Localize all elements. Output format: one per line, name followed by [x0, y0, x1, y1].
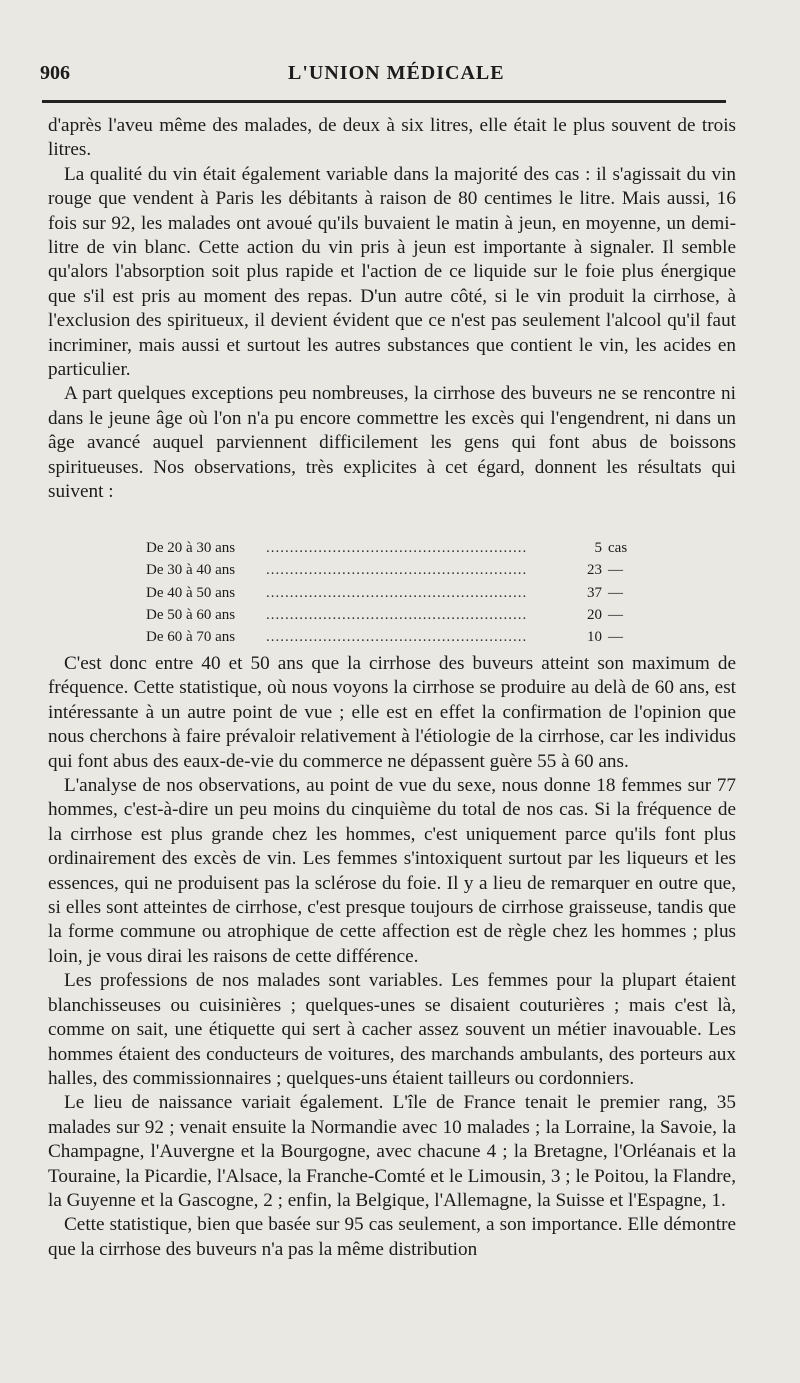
count-unit: — [608, 606, 623, 623]
count-unit: — [608, 584, 623, 601]
paragraph: Cette statistique, bien que basée sur 95 cas seulement, a son importance. Elle démontre que la cirrhose des buveurs n'a pas la même distribution [48, 1214, 736, 1260]
paragraph: A part quelques exceptions peu nombreuses, la cirrhose des buveurs ne se rencontre ni dans le jeune âge où l'on n'a pu encore commettre les excès qui l'engendrent, ni dans un âge avancé auquel parviennent difficilement les gens qui font abus de boissons spiritueuses. Nos observations, très explicites à cet égard, donnent les résultats qui suivent : [48, 383, 736, 503]
body-text-top [48, 114, 736, 505]
table-row [146, 604, 634, 626]
paragraph: d'après l'aveu même des malades, de deux à six litres, elle était le plus souvent de trois litres. [48, 115, 736, 161]
running-title: L'UNION MÉDICALE [288, 62, 505, 84]
age-range: De 40 à 50 ans [146, 584, 236, 601]
count-unit: cas [608, 540, 628, 556]
age-range: De 20 à 30 ans [146, 540, 236, 556]
table-row [146, 582, 634, 604]
body-text-bottom [48, 652, 736, 1262]
paragraph: Le lieu de naissance variait également. L'île de France tenait le premier rang, 35 malades sur 92 ; venait ensuite la Normandie avec 10 malades ; la Lorraine, la Savoie, la Champagne, l'Auvergne et la Bourgogne, avec chacune 4 ; la Bretagne, l'Orléanais et la Touraine, la Picardie, l'Alsace, la Franche-Comté et le Limousin, 3 ; le Poitou, la Flandre, la Guyenne et la Gascogne, 2 ; enfin, la Belgique, l'Allemagne, la Suisse et l'Espagne, 1. [48, 1092, 736, 1211]
case-count: 10 [587, 629, 602, 646]
paragraph: La qualité du vin était également variable dans la majorité des cas : il s'agissait du vin rouge que vendent à Paris les débitants à raison de 80 centimes le litre. Mais aussi, 16 fois sur 92, les malades ont avoué qu'ils buvaient le matin à jeun, en moyenne, un demi-litre de vin blanc. Cette action du vin pris à jeun est importante à signaler. Il semble qu'alors l'absorption soit plus rapide et l'action de ce liquide sur le foie plus énergique que s'il est pris au moment des repas. D'un autre côté, si le vin produit la cirrhose, à l'exclusion des spiritueux, il devient évident que ce n'est pas seulement l'alcool qu'il faut incriminer, mais aussi et surtout les autres substances que contient le vin, les acides en particulier. [48, 163, 736, 381]
table-row [146, 537, 634, 559]
age-range: De 50 à 60 ans [146, 606, 236, 623]
page-header [40, 62, 730, 92]
paragraph: Les professions de nos malades sont variables. Les femmes pour la plupart étaient blanchisseuses ou cuisinières ; quelques-unes se disaient couturières ; mais c'est là, comme on sait, une étiquette qui sert à cacher assez souvent un métier inavouable. Les hommes étaient des conducteurs de voitures, des marchands ambulants, des porteurs aux halles, des commissionnaires ; quelques-uns étaient tailleurs ou cordonniers. [48, 970, 736, 1089]
dot-leader: ....................................................... [266, 606, 528, 623]
age-range: De 30 à 40 ans [146, 562, 236, 579]
paragraph: C'est donc entre 40 et 50 ans que la cirrhose des buveurs atteint son maximum de fréquence. Cette statistique, où nous voyons la cirrhose se produire au delà de 60 ans, est intéressante à un autre point de vue ; elle est en effet la confirmation de l'opinion que nous cherchons à faire prévaloir relativement à l'étiologie de la cirrhose, car les individus qui font abus des eaux-de-vie du commerce ne dépassent guère 55 à 60 ans. [48, 653, 736, 772]
table-row [146, 626, 634, 648]
case-count: 20 [587, 606, 602, 623]
table-row [146, 559, 634, 581]
age-range: De 60 à 70 ans [146, 629, 236, 646]
count-unit: — [608, 562, 623, 579]
dot-leader: ....................................................... [266, 540, 528, 556]
dot-leader: ....................................................... [266, 629, 528, 646]
dot-leader: ....................................................... [266, 562, 528, 579]
count-unit: — [608, 629, 623, 646]
age-statistics-table [146, 537, 634, 648]
case-count: 5 [594, 540, 602, 556]
paragraph: L'analyse de nos observations, au point de vue du sexe, nous donne 18 femmes sur 77 hommes, c'est-à-dire un peu moins du cinquième du total de nos cas. Si la fréquence de la cirrhose est plus grande chez les hommes, c'est uniquement parce qu'ils font plus ordinairement des excès de vin. Les femmes s'intoxiquent surtout par les liqueurs et les essences, qui ne produisent pas la sclérose du foie. Il y a lieu de remarquer en outre que, si elles sont atteintes de cirrhose, c'est presque toujours de cirrhose graisseuse, tandis que la forme commune ou atrophique de cette affection est de règle chez les hommes ; plus loin, je vous dirai les raisons de cette différence. [48, 775, 736, 967]
case-count: 37 [587, 584, 602, 601]
header-rule [42, 100, 726, 103]
case-count: 23 [587, 562, 602, 579]
dot-leader: ....................................................... [266, 584, 528, 601]
page-number: 906 [40, 62, 70, 84]
